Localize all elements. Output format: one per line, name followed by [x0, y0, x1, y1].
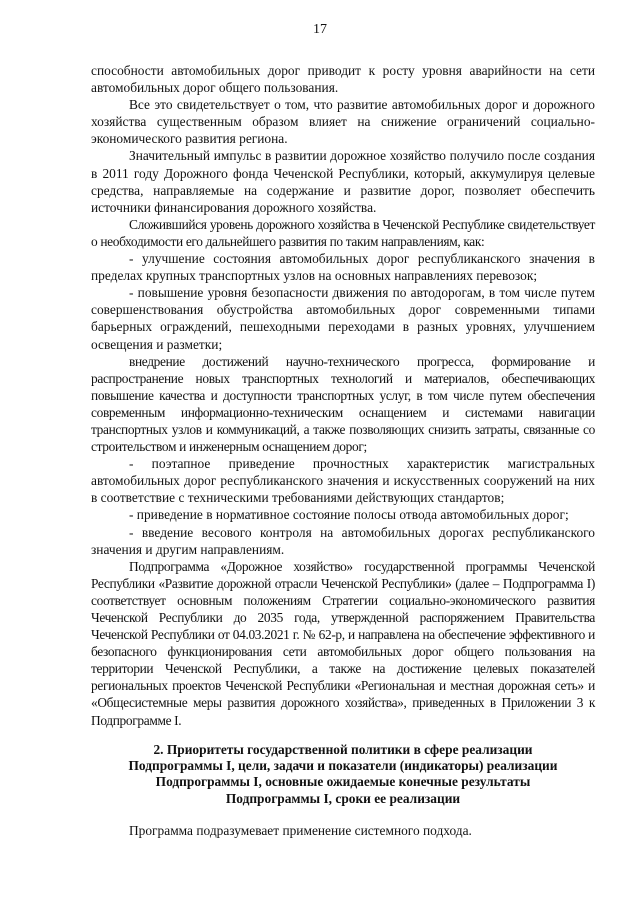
list-item-road-condition: - улучшение состояния автомобильных дорог республиканского значения в пределах крупных транспортных узлов на основных направлениях перевозок;	[91, 251, 595, 284]
paragraph-continuation: способности автомобильных дорог приводит к росту уровня аварийности на сети автомобильных дорог общего пользования.	[91, 63, 595, 96]
paragraph-road-fund: Значительный импульс в развитии дорожное хозяйство получило после создания в 2011 году Дорожного фонда Чеченской Республики, который, аккумулируя целевые средства, направляемые на содержание и развитие дорог, позволяет обеспечить источники финансирования дорожного хозяйства.	[91, 148, 595, 215]
section-heading-line: Подпрограммы I, сроки ее реализации	[225, 790, 461, 806]
paragraph-subprogram: Подпрограмма «Дорожное хозяйство» государственной программы Чеченской Республики «Развитие дорожной отрасли Чеченской Республики» (далее – Подпрограмма I) соответствует основным положениям Стратегии социально-экономического развития Чеченской Республики до 2035 года, утвержденной распоряжением Правительства Чеченской Республики от 04.03.2021 г. № 62-р, и направлена на обеспечение эффективного и безопасного функционирования сети автомобильных дорог общего пользования на территории Чеченской Республики, а также на достижение целевых показателей региональных проектов Чеченской Республики «Региональная и местная дорожная сеть» и «Общесистемные меры развития дорожного хозяйства», приведенных в Приложении 3 к Подпрограмме I.	[91, 558, 595, 728]
section-heading-line: 2. Приоритеты государственной политики в сфере реализации	[153, 742, 533, 757]
body-text	[91, 62, 595, 729]
section-heading-line: Подпрограммы I, цели, задачи и показатели (индикаторы) реализации	[128, 758, 558, 774]
paragraph-development: Все это свидетельствует о том, что развитие автомобильных дорог и дорожного хозяйства существенным образом влияет на снижение ограничений социально-экономического развития региона.	[91, 97, 595, 147]
list-item-right-of-way: - приведение в нормативное состояние полосы отвода автомобильных дорог;	[129, 507, 569, 523]
list-item-innovation: внедрение достижений научно-технического прогресса, формирование и распространение новых транспортных технологий и материалов, обеспечивающих повышение качества и доступности транспортных услуг, в том числе путем обеспечения современным информационно-техническим оснащением и системами навигации транспортных узлов и коммуникаций, а также позволяющих снизить затраты, связанные со строительством и инженерным оснащением дорог;	[91, 353, 595, 455]
list-item-weight-control: - введение весового контроля на автомобильных дорогах республиканского значения и другим направлениям.	[91, 524, 595, 557]
list-item-traffic-safety: - повышение уровня безопасности движения по автодорогам, в том числе путем совершенствования обустройства автомобильных дорог современными типами барьерных ограждений, пешеходными переходами в разных уровнях, улучшением освещения и разметки;	[91, 285, 595, 352]
section-heading	[91, 742, 595, 807]
paragraph-directions-intro: Сложившийся уровень дорожного хозяйства в Чеченской Республике свидетельствует о необходимости его дальнейшего развития по таким направлениям, как:	[91, 216, 595, 249]
section-heading-line: Подпрограммы I, основные ожидаемые конечные результаты	[155, 774, 531, 790]
list-item-strength-characteristics: - поэтапное приведение прочностных характеристик магистральных автомобильных дорог республиканского значения и искусственных сооружений на них в соответствие с техническими требованиями действующих стандартов;	[91, 456, 595, 506]
closing-paragraph: Программа подразумевает применение системного подхода.	[129, 823, 472, 838]
page-number: 17	[313, 22, 327, 37]
